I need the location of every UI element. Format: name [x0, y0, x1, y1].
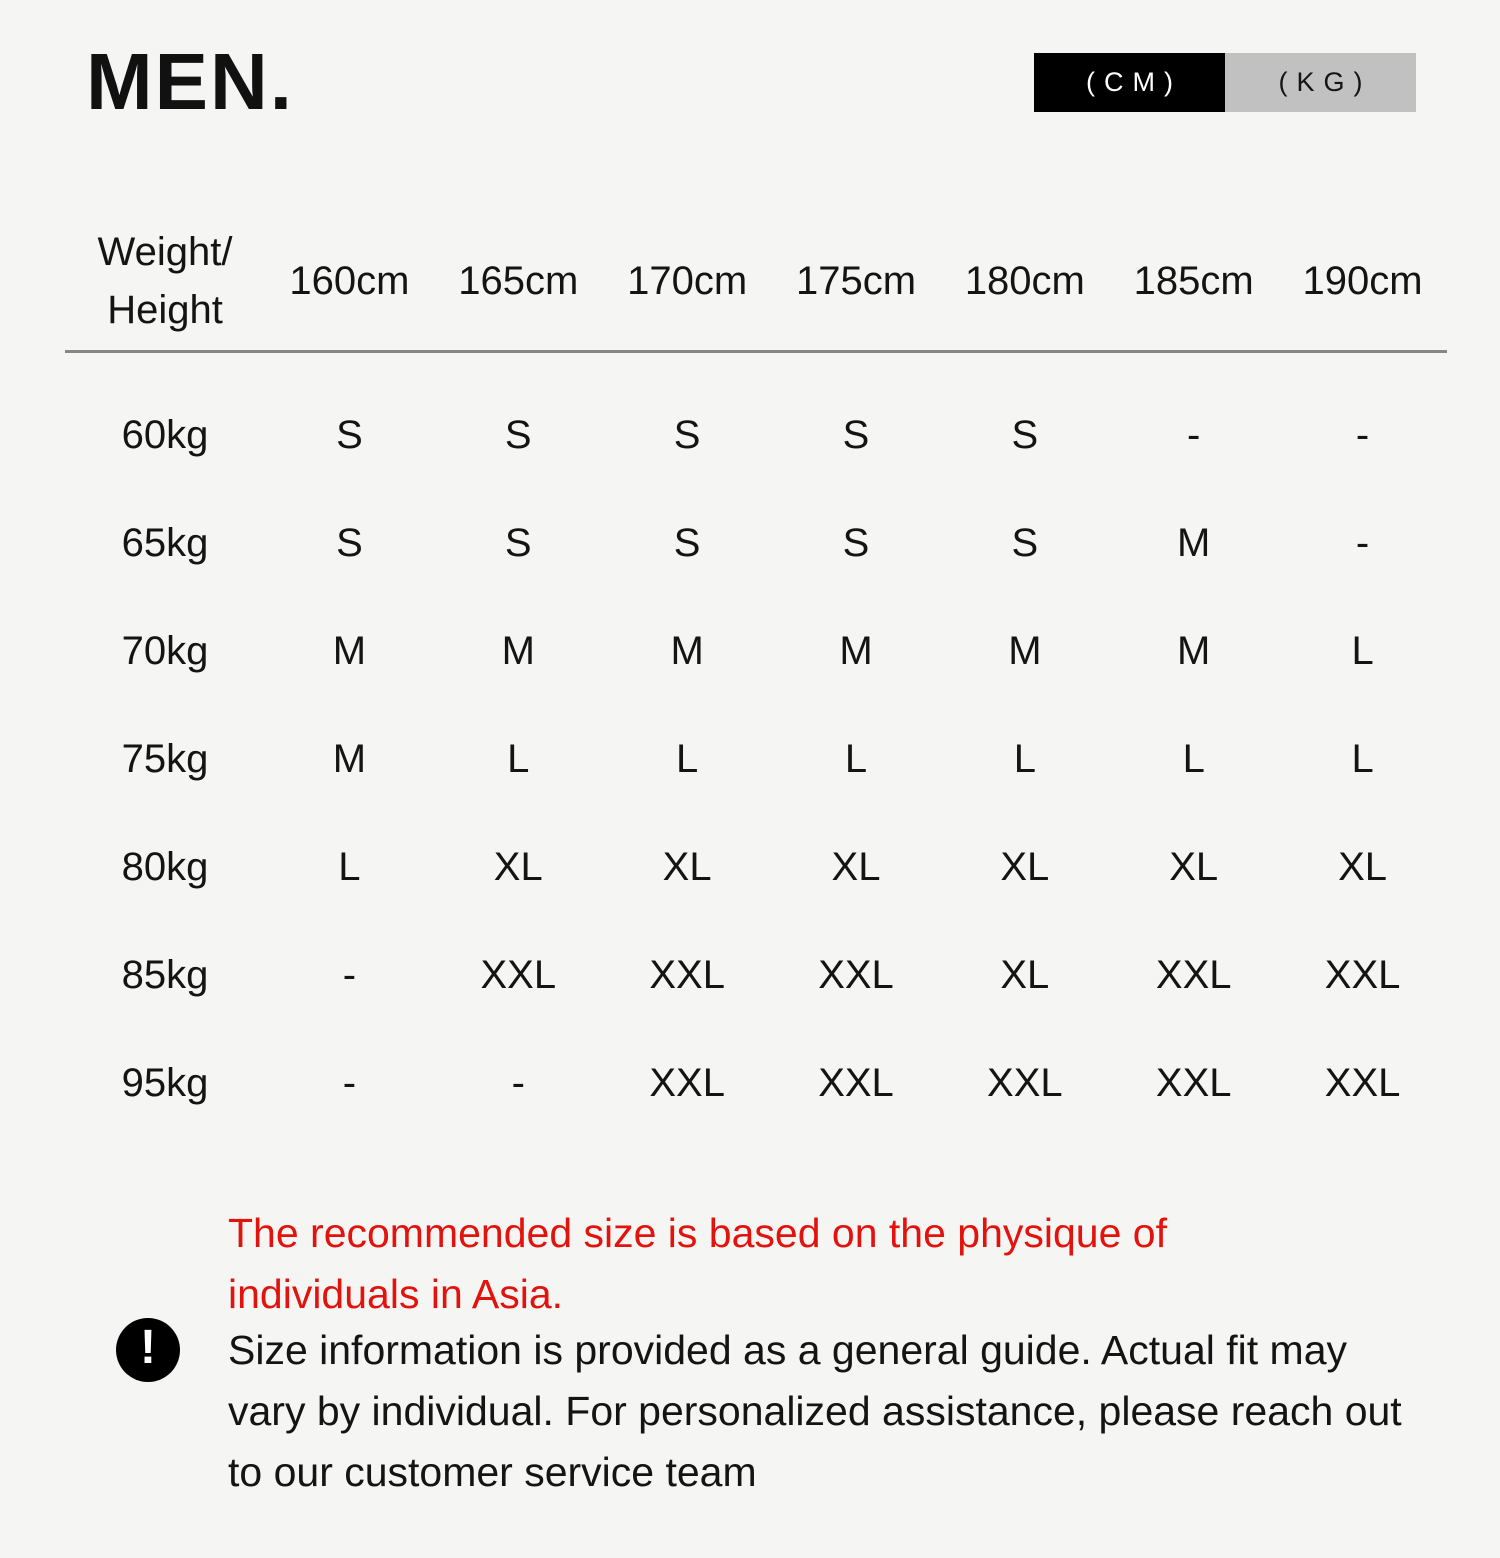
- size-cell: S: [842, 412, 870, 457]
- size-cell: -: [1187, 412, 1201, 457]
- size-cell: XL: [1000, 844, 1050, 889]
- size-cell: XXL: [649, 952, 725, 997]
- exclamation-icon: [116, 1318, 180, 1382]
- size-cell: L: [1351, 736, 1374, 781]
- size-cell: M: [332, 628, 367, 673]
- row-label: 80kg: [121, 844, 209, 889]
- size-cell: -: [342, 952, 357, 997]
- column-header: 170cm: [627, 258, 748, 303]
- size-cell: -: [1355, 412, 1370, 457]
- size-cell: L: [1013, 736, 1036, 781]
- size-cell: M: [1008, 628, 1042, 673]
- size-cell: L: [1351, 628, 1374, 673]
- corner-header-line2: Height: [107, 288, 223, 332]
- size-cell: S: [842, 520, 870, 565]
- size-cell: S: [673, 412, 701, 457]
- cm-unit-button[interactable]: (CM): [1034, 53, 1225, 112]
- size-cell: S: [673, 520, 701, 565]
- row-label: 75kg: [121, 736, 209, 781]
- row-label: 85kg: [121, 952, 209, 997]
- row-label: 65kg: [121, 520, 209, 565]
- size-cell: XXL: [1324, 1060, 1401, 1105]
- size-cell: M: [839, 628, 873, 673]
- size-cell: XXL: [818, 952, 894, 997]
- size-cell: -: [342, 1060, 357, 1105]
- column-header: 190cm: [1302, 258, 1423, 303]
- row-label: 70kg: [121, 628, 209, 673]
- size-cell: XL: [493, 844, 543, 889]
- size-cell: XXL: [649, 1060, 725, 1105]
- size-cell: S: [1011, 412, 1039, 457]
- size-cell: -: [511, 1060, 525, 1105]
- table-row: [65, 921, 1447, 1029]
- size-cell: XL: [1338, 844, 1388, 889]
- table-body: [65, 353, 1447, 1137]
- table-header-row: [65, 212, 1447, 353]
- table-row: [65, 597, 1447, 705]
- unit-toggle: [1034, 53, 1416, 112]
- row-label: 95kg: [121, 1060, 209, 1105]
- column-header: 180cm: [964, 258, 1085, 303]
- size-cell: -: [1355, 520, 1370, 565]
- size-cell: L: [1182, 736, 1205, 781]
- size-cell: S: [336, 412, 363, 457]
- size-disclaimer-note: Size information is provided as a general guide. Actual fit may vary by individual. For personalized assistance, please reach out to our customer service team: [228, 1327, 1402, 1495]
- size-cell: M: [670, 628, 704, 673]
- column-header: 185cm: [1133, 258, 1254, 303]
- size-cell: S: [504, 520, 532, 565]
- size-cell: XXL: [818, 1060, 894, 1105]
- size-cell: M: [1177, 628, 1211, 673]
- size-cell: XL: [831, 844, 881, 889]
- table-row: [65, 489, 1447, 597]
- size-cell: S: [1011, 520, 1039, 565]
- size-cell: L: [844, 736, 868, 781]
- size-cell: XXL: [480, 952, 557, 997]
- table-row: [65, 705, 1447, 813]
- asia-physique-note: The recommended size is based on the physique of individuals in Asia.: [228, 1210, 1167, 1317]
- size-cell: XXL: [987, 1060, 1063, 1105]
- size-cell: L: [676, 736, 699, 781]
- size-cell: XXL: [1324, 952, 1401, 997]
- size-cell: L: [507, 736, 530, 781]
- size-cell: XL: [1000, 952, 1050, 997]
- corner-header-line1: Weight/: [97, 230, 233, 274]
- size-cell: XL: [662, 844, 712, 889]
- size-cell: S: [504, 412, 532, 457]
- size-cell: M: [1177, 520, 1211, 565]
- exclamation-glyph: !: [140, 1321, 156, 1374]
- size-cell: XXL: [1155, 952, 1232, 997]
- column-header: 160cm: [289, 258, 410, 303]
- size-cell: L: [338, 844, 361, 889]
- size-cell: M: [501, 628, 535, 673]
- table-row: [65, 381, 1447, 489]
- kg-unit-button[interactable]: (KG): [1225, 53, 1416, 112]
- size-table: [65, 212, 1447, 1137]
- column-header: 175cm: [795, 258, 917, 303]
- table-row: [65, 1029, 1447, 1137]
- page-title: MEN.: [86, 37, 294, 126]
- size-cell: M: [332, 736, 367, 781]
- size-cell: XL: [1169, 844, 1219, 889]
- size-cell: XXL: [1155, 1060, 1232, 1105]
- column-header: 165cm: [458, 258, 579, 303]
- size-cell: S: [336, 520, 363, 565]
- row-label: 60kg: [121, 412, 209, 457]
- table-row: [65, 813, 1447, 921]
- corner-header: [65, 223, 265, 339]
